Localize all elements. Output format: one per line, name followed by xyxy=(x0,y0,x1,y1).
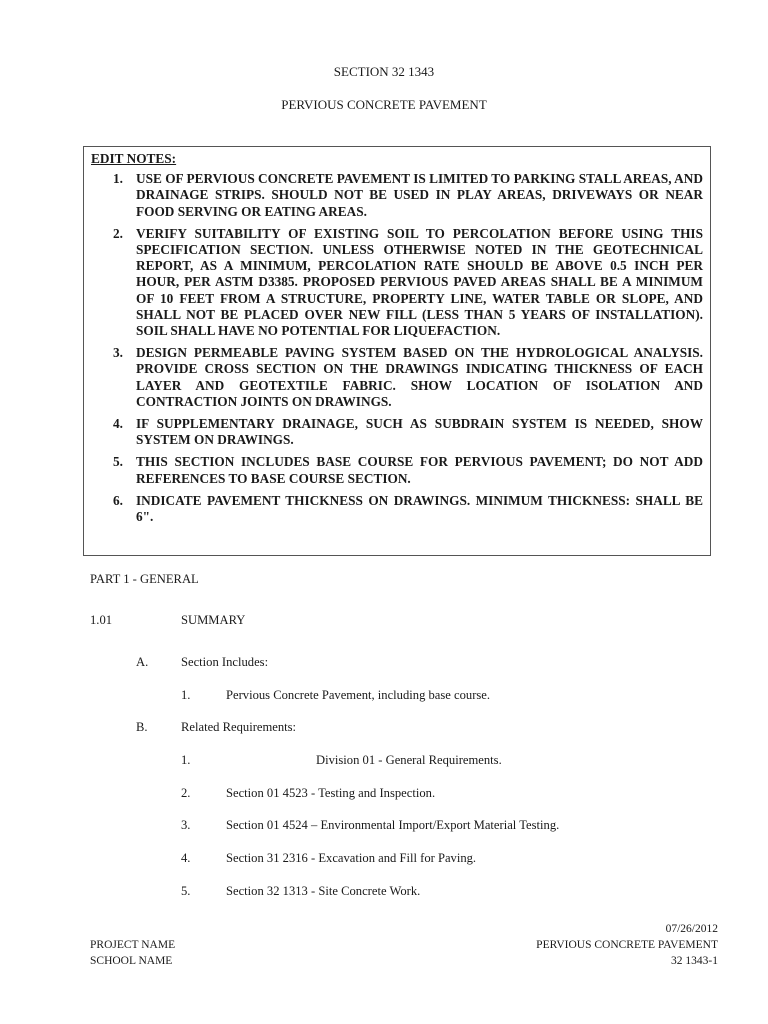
list-item-text: Pervious Concrete Pavement, including base course. xyxy=(226,688,491,702)
list-item-text: Section 31 2316 - Excavation and Fill for Paving. xyxy=(226,851,477,865)
list-item-text: Section 01 4523 - Testing and Inspection. xyxy=(226,786,436,800)
list-item-number: 5. xyxy=(181,884,191,898)
paragraph-letter: B. xyxy=(136,720,148,734)
edit-note xyxy=(91,345,703,410)
list-item-number: 1. xyxy=(181,688,191,702)
footer-project-name: PROJECT NAME xyxy=(90,939,176,951)
paragraph-letter: A. xyxy=(136,655,149,669)
list-item-number: 4. xyxy=(181,851,191,865)
edit-note-text: USE OF PERVIOUS CONCRETE PAVEMENT IS LIMITED TO PARKING STALL AREAS, AND DRAINAGE STRIPS. SHOULD NOT BE USED IN PLAY AREAS, DRIVEWAYS OR NEAR FOOD SERVING OR EATING AREAS. xyxy=(136,171,703,219)
paragraph-text: Related Requirements: xyxy=(181,720,297,734)
edit-note-text: VERIFY SUITABILITY OF EXISTING SOIL TO PERCOLATION BEFORE USING THIS SPECIFICATION SECTION. UNLESS OTHERWISE NOTED IN THE GEOTECHNICAL REPORT, AS A MINIMUM, PERCOLATION RATE SHOULD BE ABOVE 0.5 INCH PER HOUR, PER ASTM D3385. PROPOSED PERVIOUS PAVED AREAS SHALL BE A MINIMUM OF 10 FEET FROM A STRUCTURE, PROPERTY LINE, WATER TABLE OR SLOPE, AND SHALL NOT BE PLACED OVER NEW FILL (LESS THAN 5 YEARS OF INSTALLATION). SOIL SHALL HAVE NO POTENTIAL FOR LIQUEFACTION. xyxy=(136,225,703,339)
paragraph-text: Section Includes: xyxy=(181,655,269,669)
edit-note-number: 1. xyxy=(113,171,123,187)
edit-notes-box xyxy=(83,146,711,556)
list-item-number: 1. xyxy=(181,753,191,767)
list-item-text: Section 32 1313 - Site Concrete Work. xyxy=(226,884,421,898)
edit-note-number: 3. xyxy=(113,345,123,361)
edit-note-text: INDICATE PAVEMENT THICKNESS ON DRAWINGS. MINIMUM THICKNESS: SHALL BE 6". xyxy=(136,492,703,525)
footer-page-number: 32 1343-1 xyxy=(671,955,718,967)
list-item-text: Division 01 - General Requirements. xyxy=(316,753,502,767)
edit-note-number: 2. xyxy=(113,225,123,241)
edit-note xyxy=(91,226,703,339)
section-title: PERVIOUS CONCRETE PAVEMENT xyxy=(281,97,487,112)
list-item-number: 2. xyxy=(181,786,191,800)
edit-note xyxy=(91,454,703,486)
list-item-text: Section 01 4524 – Environmental Import/Export Material Testing. xyxy=(226,818,560,832)
edit-note-text: DESIGN PERMEABLE PAVING SYSTEM BASED ON THE HYDROLOGICAL ANALYSIS. PROVIDE CROSS SECTION ON THE DRAWINGS INDICATING THICKNESS OF EACH LAYER AND GEOTEXTILE FABRIC. SHOW LOCATION OF ISOLATION AND CONTRACTION JOINTS ON DRAWINGS. xyxy=(136,345,703,409)
edit-note-text: THIS SECTION INCLUDES BASE COURSE FOR PERVIOUS PAVEMENT; DO NOT ADD REFERENCES TO BASE COURSE SECTION. xyxy=(136,454,703,486)
footer-school-name: SCHOOL NAME xyxy=(90,955,173,967)
article-title: SUMMARY xyxy=(181,613,246,627)
section-number: SECTION 32 1343 xyxy=(333,64,435,79)
edit-note xyxy=(91,171,703,220)
edit-note xyxy=(91,493,703,525)
footer-section-title: PERVIOUS CONCRETE PAVEMENT xyxy=(536,939,718,951)
list-item-number: 3. xyxy=(181,818,191,832)
edit-note-text: IF SUPPLEMENTARY DRAINAGE, SUCH AS SUBDRAIN SYSTEM IS NEEDED, SHOW SYSTEM ON DRAWINGS. xyxy=(136,416,703,448)
article-number: 1.01 xyxy=(90,613,113,627)
footer-date: 07/26/2012 xyxy=(665,923,718,935)
edit-note-number: 6. xyxy=(113,492,123,508)
part-title: PART 1 - GENERAL xyxy=(90,572,199,586)
edit-note-number: 4. xyxy=(113,416,123,432)
edit-note-number: 5. xyxy=(113,454,123,470)
edit-notes-heading: EDIT NOTES: xyxy=(91,151,177,166)
edit-note xyxy=(91,416,703,448)
